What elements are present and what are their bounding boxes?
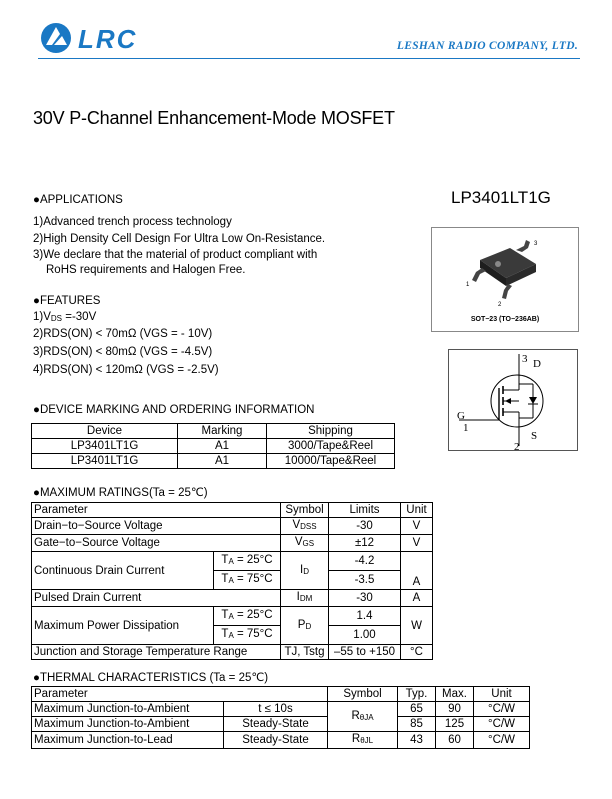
feature-item: 1)VDS =-30V	[33, 311, 97, 323]
schematic-pin1: 1	[463, 422, 469, 434]
table-row	[32, 717, 530, 732]
table-cell: 65	[398, 702, 436, 717]
logo-text: LRC	[78, 24, 138, 54]
table-row	[32, 518, 433, 535]
table-cell: A	[401, 590, 433, 607]
company-name: LESHAN RADIO COMPANY, LTD.	[396, 40, 578, 52]
table-cell: A	[401, 571, 433, 590]
table-row	[32, 607, 433, 626]
table-cell: VGS	[281, 535, 329, 552]
marking-heading: ●DEVICE MARKING AND ORDERING INFORMATION	[33, 404, 315, 416]
table-cell: t ≤ 10s	[224, 702, 328, 717]
table-cell: 1.00	[329, 626, 401, 645]
thermal-table	[31, 686, 530, 749]
package-pin1: 1	[466, 282, 470, 288]
table-cell: A1	[178, 454, 267, 469]
table-header-cell: Parameter	[32, 687, 328, 702]
part-number: LP3401LT1G	[451, 188, 551, 207]
table-cell: -4.2	[329, 552, 401, 571]
table-cell: °C	[401, 645, 433, 660]
table-cell: IDM	[281, 590, 329, 607]
marking-table	[31, 423, 395, 469]
table-header-cell: Max.	[436, 687, 474, 702]
table-cell: TA = 25°C	[214, 552, 281, 571]
page-title: 30V P-Channel Enhancement-Mode MOSFET	[33, 108, 395, 128]
package-pin2: 2	[498, 302, 502, 308]
table-cell: Drain−to−Source Voltage	[32, 518, 281, 535]
table-cell: Steady-State	[224, 732, 328, 749]
table-row	[32, 702, 530, 717]
table-cell: TA = 75°C	[214, 571, 281, 590]
table-header-cell: Symbol	[281, 503, 329, 518]
table-cell: TJ, Tstg	[281, 645, 329, 660]
table-cell: Gate−to−Source Voltage	[32, 535, 281, 552]
table-cell: 1.4	[329, 607, 401, 626]
header-divider	[38, 58, 580, 59]
table-cell: V	[401, 535, 433, 552]
features-heading: ●FEATURES	[33, 295, 101, 307]
table-cell: LP3401LT1G	[32, 454, 178, 469]
table-cell: ID	[281, 552, 329, 590]
table-cell: Pulsed Drain Current	[32, 590, 281, 607]
table-cell: Continuous Drain Current	[32, 552, 214, 590]
schematic-gate-label: G	[457, 410, 465, 422]
table-cell: TA = 75°C	[214, 626, 281, 645]
table-cell: Maximum Junction-to-Ambient	[32, 717, 224, 732]
table-cell: –55 to +150	[329, 645, 401, 660]
schematic-drain-label: D	[533, 358, 541, 370]
table-cell: A1	[178, 439, 267, 454]
table-cell: RθJA	[328, 702, 398, 732]
table-cell: °C/W	[474, 732, 530, 749]
table-header-row	[32, 424, 395, 439]
table-header-cell: Marking	[178, 424, 267, 439]
table-cell: 3000/Tape&Reel	[267, 439, 395, 454]
table-cell: 85	[398, 717, 436, 732]
table-row	[32, 552, 433, 571]
table-cell: Maximum Junction-to-Ambient	[32, 702, 224, 717]
feature-item: 3)RDS(ON) < 80mΩ (VGS = -4.5V)	[33, 346, 213, 358]
table-cell: PD	[281, 607, 329, 645]
schematic-pin3: 3	[522, 353, 528, 365]
table-row	[32, 590, 433, 607]
mosfet-schematic	[448, 349, 578, 451]
table-cell: V	[401, 518, 433, 535]
package-pin3: 3	[534, 241, 538, 247]
lrc-logo	[38, 18, 168, 58]
table-header-row	[32, 503, 433, 518]
table-cell: °C/W	[474, 702, 530, 717]
table-row	[32, 645, 433, 660]
table-header-cell: Symbol	[328, 687, 398, 702]
table-header-cell: Device	[32, 424, 178, 439]
schematic-pin2: 2	[514, 441, 520, 452]
table-header-cell: Typ.	[398, 687, 436, 702]
table-header-cell: Parameter	[32, 503, 281, 518]
table-cell: 90	[436, 702, 474, 717]
table-cell: 10000/Tape&Reel	[267, 454, 395, 469]
table-row	[32, 535, 433, 552]
table-cell: Steady-State	[224, 717, 328, 732]
table-header-cell: Shipping	[267, 424, 395, 439]
table-row	[32, 454, 395, 469]
table-cell: VDSS	[281, 518, 329, 535]
table-cell: LP3401LT1G	[32, 439, 178, 454]
application-item: 1)Advanced trench process technology	[33, 216, 232, 228]
table-cell: -3.5	[329, 571, 401, 590]
feature-item: 4)RDS(ON) < 120mΩ (VGS = -2.5V)	[33, 364, 219, 376]
table-cell: Maximum Junction-to-Lead	[32, 732, 224, 749]
table-cell: 43	[398, 732, 436, 749]
table-row	[32, 732, 530, 749]
sot23-package-icon	[432, 228, 580, 318]
application-item: RoHS requirements and Halogen Free.	[46, 264, 246, 276]
table-cell: Junction and Storage Temperature Range	[32, 645, 281, 660]
table-header-cell: Unit	[401, 503, 433, 518]
table-cell	[401, 552, 433, 571]
table-cell: °C/W	[474, 717, 530, 732]
table-header-cell: Unit	[474, 687, 530, 702]
p-channel-mosfet-symbol-icon	[449, 350, 579, 452]
table-cell: 125	[436, 717, 474, 732]
table-cell: W	[401, 607, 433, 645]
package-caption: SOT−23 (TO−236AB)	[470, 316, 540, 323]
table-cell: -30	[329, 518, 401, 535]
thermal-heading: ●THERMAL CHARACTERISTICS (Ta = 25℃)	[33, 672, 269, 684]
applications-heading: ●APPLICATIONS	[33, 194, 123, 206]
table-row	[32, 439, 395, 454]
feature-item: 2)RDS(ON) < 70mΩ (VGS = - 10V)	[33, 328, 213, 340]
table-cell: ±12	[329, 535, 401, 552]
table-cell: RθJL	[328, 732, 398, 749]
table-cell: -30	[329, 590, 401, 607]
table-cell: TA = 25°C	[214, 607, 281, 626]
package-image	[431, 227, 579, 332]
max-ratings-table	[31, 502, 433, 660]
table-cell: Maximum Power Dissipation	[32, 607, 214, 645]
table-cell: 60	[436, 732, 474, 749]
application-item: 3)We declare that the material of product compliant with	[33, 249, 318, 261]
max-ratings-heading: ●MAXIMUM RATINGS(Ta = 25℃)	[33, 487, 208, 499]
schematic-source-label: S	[531, 430, 538, 442]
application-item: 2)High Density Cell Design For Ultra Low On-Resistance.	[33, 233, 326, 245]
table-header-cell: Limits	[329, 503, 401, 518]
table-header-row	[32, 687, 530, 702]
